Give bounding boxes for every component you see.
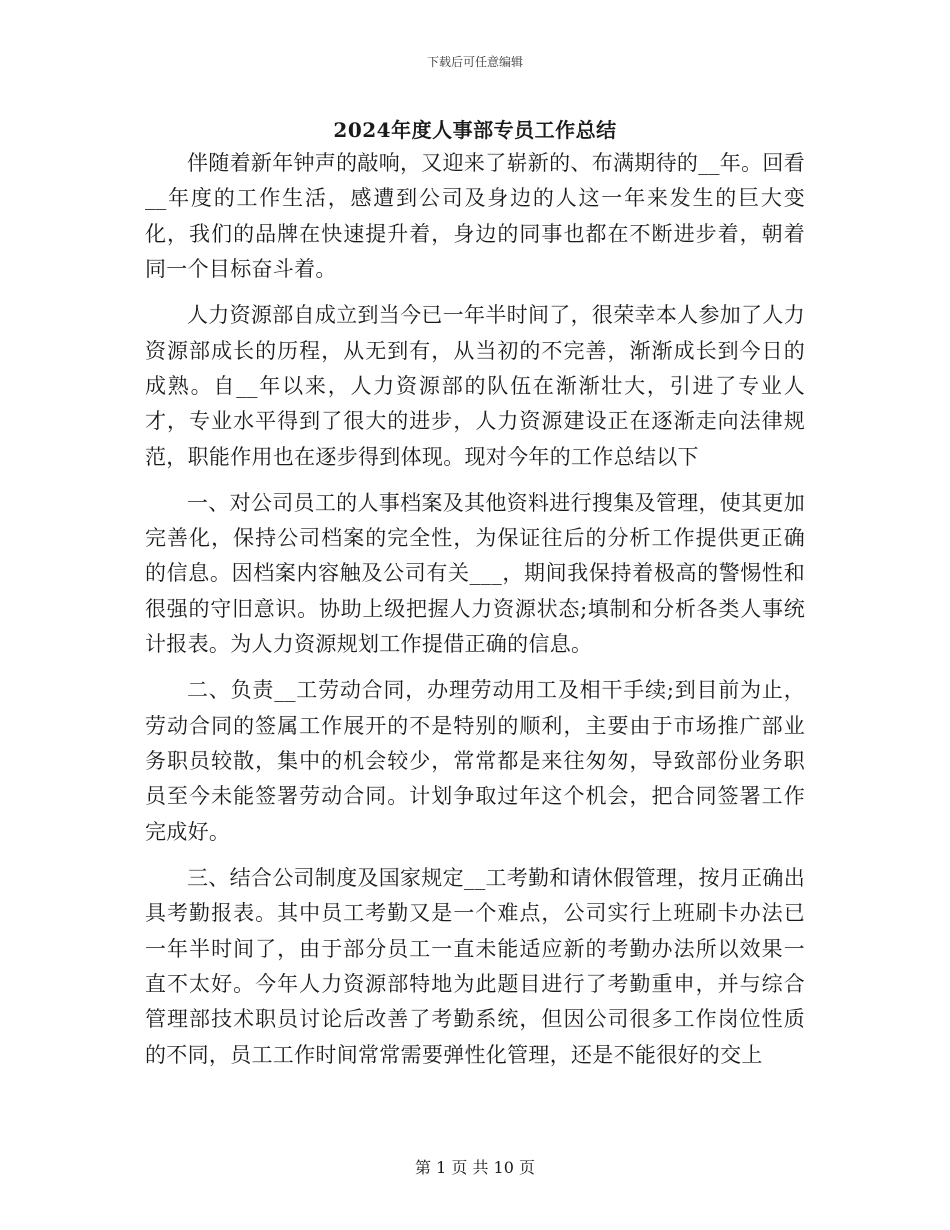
page-number: 第 1 页 共 10 页 [415, 1158, 535, 1177]
header-note: 下载后可任意编辑 [426, 55, 523, 69]
paragraph-department: 人力资源部自成立到当今已一年半时间了，很荣幸本人参加了人力资源部成长的历程，从无到有，从当初的不完善，渐渐成长到今日的成熟。自__年以来，人力资源部的队伍在渐渐壮大，引进了专业人才，专业水平得到了很大的进步，人力资源建设正在逐渐走向法律规范，职能作用也在逐步得到体现。现对今年的工作总结以下 [145, 303, 805, 469]
paragraph-item-2: 二、负责__工劳动合同，办理劳动用工及相干手续;到目前为止，劳动合同的签属工作展开的不是特别的顺利，主要由于市场推广部业务职员较散，集中的机会较少，常常都是来往匆匆，导致部份业务职员至今未能签署劳动合同。计划争取过年这个机会，把合同签署工作完成好。 [145, 678, 805, 844]
page-title: 2024年度人事部专员工作总结 [333, 118, 617, 142]
paragraph-item-3: 三、结合公司制度及国家规定__工考勤和请休假管理，按月正确出具考勤报表。其中员工考勤又是一个难点，公司实行上班刷卡办法已一年半时间了，由于部分员工一直未能适应新的考勤办法所以效果一直不太好。今年人力资源部特地为此题目进行了考勤重申，并与综合管理部技术职员讨论后改善了考勤系统，但因公司很多工作岗位性质的不同，员工工作时间常常需要弹性化管理，还是不能很好的交上 [145, 865, 805, 1067]
paragraph-item-1: 一、对公司员工的人事档案及其他资料进行搜集及管理，使其更加完善化，保持公司档案的完全性，为保证往后的分析工作提供更正确的信息。因档案内容触及公司有关___，期间我保持着极高的警惕性和很强的守旧意识。协助上级把握人力资源状态;填制和分析各类人事统计报表。为人力资源规划工作提借正确的信息。 [145, 490, 805, 657]
paragraph-intro: 伴随着新年钟声的敲响，又迎来了崭新的、布满期待的__年。回看__年度的工作生活，感遭到公司及身边的人这一年来发生的巨大变化，我们的品牌在快速提升着，身边的同事也都在不断进步着，朝着同一个目标奋斗着。 [145, 151, 805, 282]
document-body [145, 146, 805, 1084]
